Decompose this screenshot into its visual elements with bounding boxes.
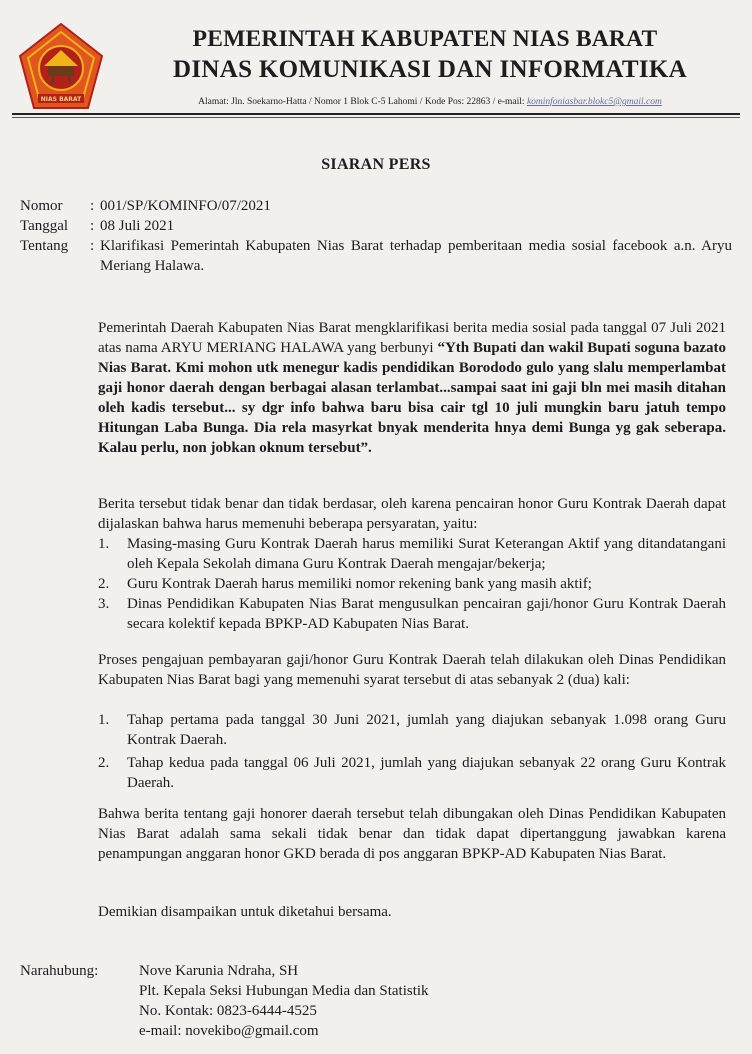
colon: : bbox=[90, 238, 95, 254]
address-text: Alamat: Jln. Soekarno-Hatta / Nomor 1 Blok C-5 Lahomi / Kode Pos: 22863 / e-mail: bbox=[198, 97, 527, 107]
tanggal-label: Tanggal bbox=[20, 218, 69, 234]
contact-email: e-mail: novekibo@gmail.com bbox=[139, 1023, 319, 1039]
agency-email-link[interactable]: kominfoniasbar.blokc5@gmail.com bbox=[526, 97, 662, 107]
regency-emblem-icon bbox=[18, 22, 104, 110]
nomor-label: Nomor bbox=[20, 198, 63, 214]
list-number: 2. bbox=[98, 576, 110, 592]
list-text: Masing-masing Guru Kontrak Daerah harus memiliki Surat Keterangan Aktif yang ditandatangani oleh Kepala Sekolah dimana Guru Kontrak Daerah mengajar/bekerja; bbox=[127, 536, 726, 572]
letterhead-rule-thick bbox=[12, 113, 740, 115]
letterhead-rule-thin bbox=[12, 117, 740, 118]
list-item bbox=[98, 594, 726, 634]
list-text: Tahap kedua pada tanggal 06 Juli 2021, jumlah yang diajukan sebanyak 22 orang Guru Kontrak Daerah. bbox=[127, 755, 726, 791]
list-number: 2. bbox=[98, 755, 110, 771]
letterhead-government: PEMERINTAH KABUPATEN NIAS BARAT bbox=[192, 26, 658, 52]
list-text: Guru Kontrak Daerah harus memiliki nomor rekening bank yang masih aktif; bbox=[127, 576, 592, 592]
list-item bbox=[98, 574, 726, 594]
contact-position: Plt. Kepala Seksi Hubungan Media dan Statistik bbox=[139, 983, 429, 999]
tentang-value: Klarifikasi Pemerintah Kabupaten Nias Barat terhadap pemberitaan media sosial facebook a.n. Aryu Meriang Halawa. bbox=[100, 238, 732, 274]
letterhead-address bbox=[120, 97, 740, 107]
letterhead-agency: DINAS KOMUNIKASI DAN INFORMATIKA bbox=[172, 56, 688, 83]
contact-phone: No. Kontak: 0823-6444-4525 bbox=[139, 1003, 317, 1019]
quoted-post: “Yth Bupati dan wakil Bupati soguna bazato Nias Barat. Kmi mohon utk menegur kadis pendidikan Borododo gulo yang slalu memperlambat gaji honor daerah dengan berbagai alasan terlambat...sampai saat ini gaji bln mei masih ditahan oleh kadis tersebut... sy dgr info bahwa baru bisa cair tgl 10 juli mungkin baru jatuh tempo Hitungan Laba Bunga. Dia rela masyrkat bnyak menderita hnya demi Bunga yg gak seberapa. Kalau perlu, non jobkan oknum tersebut”. bbox=[98, 340, 726, 456]
nomor-value: 001/SP/KOMINFO/07/2021 bbox=[100, 198, 271, 214]
tanggal-value: 08 Juli 2021 bbox=[100, 218, 175, 234]
requirements-list bbox=[98, 534, 726, 634]
list-item bbox=[98, 753, 726, 793]
contact-label: Narahubung: bbox=[20, 963, 99, 979]
colon: : bbox=[90, 218, 95, 234]
list-text: Dinas Pendidikan Kabupaten Nias Barat mengusulkan pencairan gaji/honor Guru Kontrak Daerah secara kolektif kepada BPKP-AD Kabupaten Nias Barat. bbox=[127, 596, 726, 632]
list-number: 3. bbox=[98, 596, 110, 612]
list-item bbox=[98, 710, 726, 750]
emblem-label: NIAS BARAT bbox=[40, 96, 82, 103]
paragraph-clarification: Berita tersebut tidak benar dan tidak berdasar, oleh karena pencairan honor Guru Kontrak Daerah dapat dijalaskan bahwa harus memenuhi beberapa persyaratan, yaitu: bbox=[98, 496, 726, 532]
paragraph-intro bbox=[98, 318, 726, 458]
list-number: 1. bbox=[98, 712, 110, 728]
contact-details bbox=[139, 961, 429, 1041]
paragraph-conclusion: Bahwa berita tentang gaji honorer daerah tersebut telah dibungakan oleh Dinas Pendidikan Kabupaten Nias Barat adalah sama sekali tidak benar dan tidak dapat dipertanggung jawabkan karena penampungan anggaran honor GKD berada di pos anggaran BPKP-AD Kabupaten Nias Barat. bbox=[98, 806, 726, 862]
paragraph-closing: Demikian disampaikan untuk diketahui bersama. bbox=[98, 904, 392, 920]
list-item bbox=[98, 534, 726, 574]
stages-list bbox=[98, 710, 726, 793]
tentang-label: Tentang bbox=[20, 238, 69, 254]
list-number: 1. bbox=[98, 536, 110, 552]
intro-text: Pemerintah Daerah Kabupaten Nias Barat mengklarifikasi berita media sosial pada tanggal 07 Juli 2021 atas nama ARYU MERIANG HALAWA yang berbunyi bbox=[98, 320, 726, 356]
paragraph-process: Proses pengajuan pembayaran gaji/honor Guru Kontrak Daerah telah dilakukan oleh Dinas Pendidikan Kabupaten Nias Barat bagi yang memenuhi syarat tersebut di atas sebanyak 2 (dua) kali: bbox=[98, 652, 726, 688]
list-text: Tahap pertama pada tanggal 30 Juni 2021, jumlah yang diajukan sebanyak 1.098 orang Guru Kontrak Daerah. bbox=[127, 712, 726, 748]
colon: : bbox=[90, 198, 95, 214]
document-title: SIARAN PERS bbox=[321, 156, 431, 173]
contact-name: Nove Karunia Ndraha, SH bbox=[139, 963, 299, 979]
